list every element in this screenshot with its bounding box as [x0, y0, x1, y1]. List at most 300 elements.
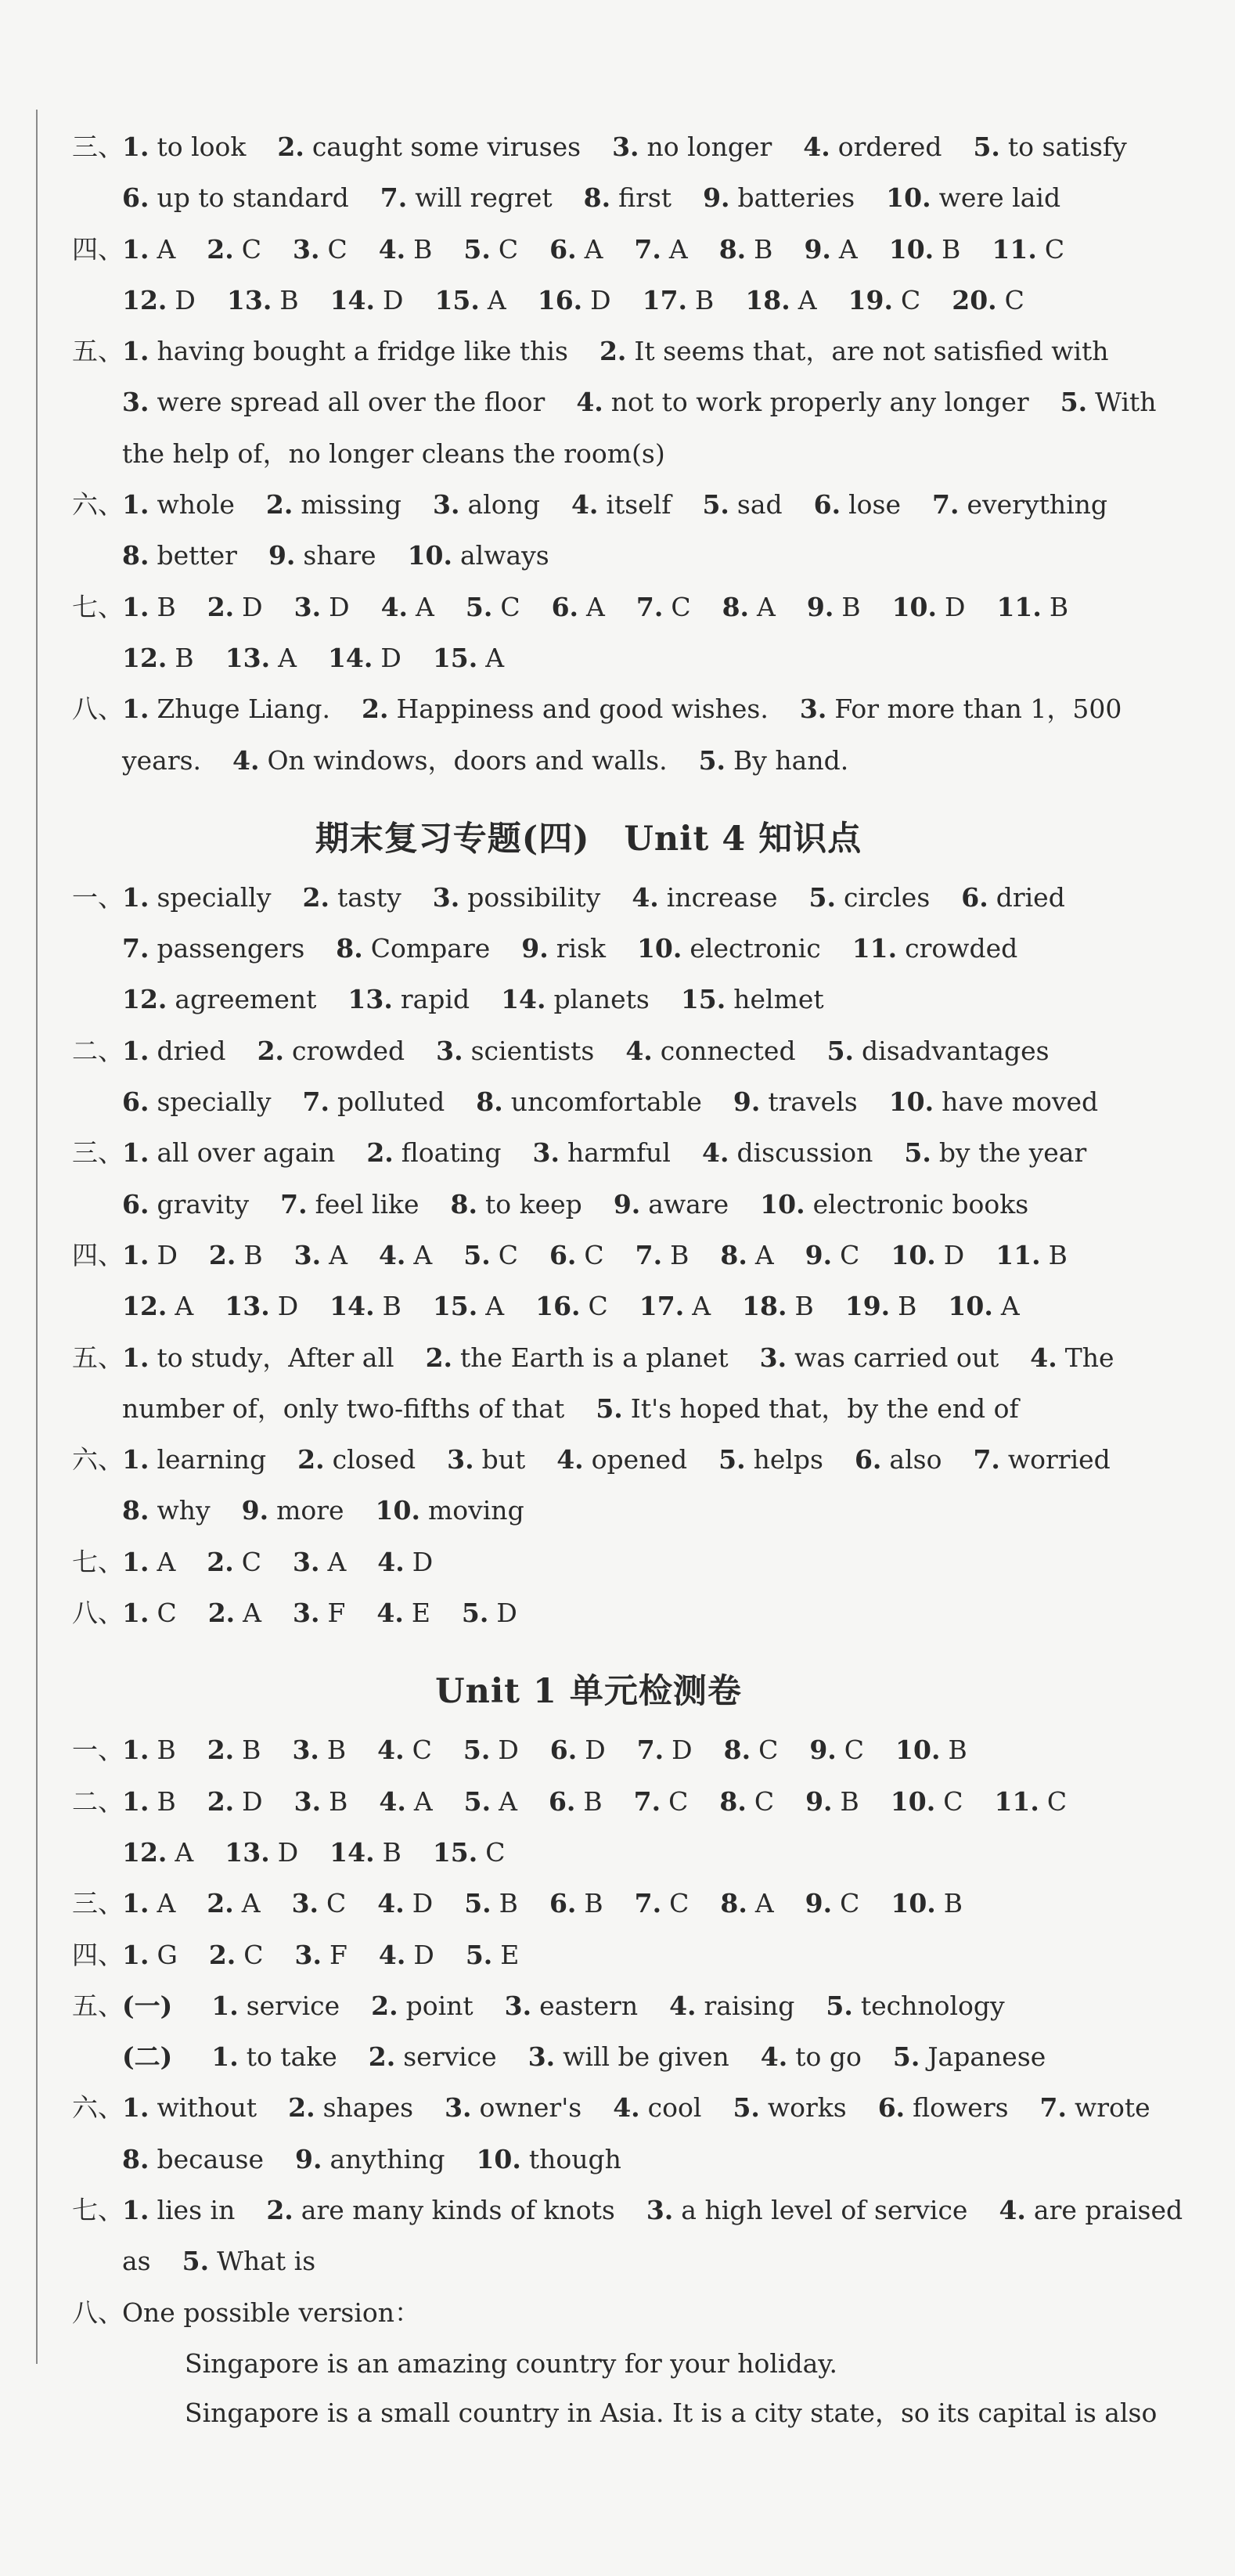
item-number: 14.: [329, 1836, 375, 1868]
item-number: 1.: [122, 2194, 149, 2225]
answer-line: [72, 1291, 1105, 1342]
item-answer: specially: [157, 1086, 272, 1118]
answer-item: [826, 1991, 1004, 2022]
answer-item: [329, 1291, 401, 1322]
answer-item: [122, 1888, 175, 1919]
answer-item: [760, 1342, 999, 1374]
item-number: 9.: [805, 1888, 833, 1919]
item-answer: along: [467, 489, 540, 521]
answer-item: [122, 132, 246, 163]
item-answer: A: [175, 1291, 194, 1322]
item-answer: A: [413, 1239, 433, 1270]
item-answer: having bought a fridge like this: [157, 336, 568, 367]
item-answer: A: [754, 1888, 774, 1919]
answer-item: [122, 1940, 178, 1971]
item-number: 5.: [1060, 387, 1088, 418]
item-answer: C: [241, 1546, 261, 1577]
answer-line: [72, 387, 1157, 438]
answer-item: [761, 2041, 862, 2073]
item-answer: B: [583, 1785, 603, 1817]
item-answer: D: [383, 284, 404, 315]
answer-item: [636, 1240, 690, 1271]
answer-item: [303, 882, 401, 913]
answer-item: [1060, 387, 1157, 418]
item-answer: uncomfortable: [510, 1086, 702, 1118]
answer-item: [122, 182, 349, 214]
answer-line: [72, 1189, 1105, 1240]
item-answer: B: [326, 1735, 347, 1766]
answer-item: [182, 2246, 316, 2277]
item-answer: years.: [122, 744, 202, 776]
item-answer: gravity: [157, 1188, 250, 1220]
item-answer: D: [175, 284, 196, 315]
item-number: 5.: [702, 489, 729, 521]
item-answer: D: [277, 1836, 299, 1868]
item-number: 2.: [297, 1444, 325, 1475]
answer-item: [209, 1240, 263, 1271]
item-number: 19.: [848, 284, 893, 315]
answer-item: [733, 2092, 846, 2124]
item-number: 13.: [226, 284, 272, 315]
item-answer: are many kinds of knots: [301, 2194, 615, 2225]
answer-line: [72, 438, 1105, 489]
item-answer: by the year: [938, 1137, 1087, 1169]
item-number: 5.: [464, 1888, 491, 1919]
item-number: 1.: [122, 336, 149, 367]
item-answer: service: [246, 1990, 340, 2021]
answer-item: [1030, 1342, 1114, 1374]
item-answer: It's hoped that，by the end of: [630, 1392, 1019, 1424]
item-answer: B: [243, 1239, 263, 1270]
item-answer: D: [412, 1546, 434, 1577]
item-answer: C: [412, 1735, 432, 1766]
answer-item: [336, 933, 490, 964]
item-answer: C: [901, 284, 921, 315]
answer-item: [211, 2041, 337, 2073]
answer-item: [433, 1291, 504, 1322]
item-number: 13.: [225, 1291, 270, 1322]
item-answer: C: [485, 1836, 506, 1868]
item-answer: A: [157, 1546, 176, 1577]
item-number: 4.: [576, 387, 603, 418]
item-number: 1.: [122, 1888, 149, 1919]
answer-item: [521, 933, 606, 964]
answer-item: [295, 1940, 347, 1971]
item-answer: wrote: [1075, 2092, 1150, 2124]
answer-item: [845, 1291, 917, 1322]
item-answer: What is: [217, 2246, 316, 2277]
item-answer: F: [327, 1598, 346, 1629]
answer-line: [72, 1786, 1105, 1837]
answer-item: [745, 285, 816, 316]
item-answer: crowded: [905, 933, 1018, 964]
answer-item: [948, 1291, 1019, 1322]
item-number: 15.: [432, 642, 478, 673]
item-number: 13.: [225, 1836, 270, 1868]
answer-item: [719, 1786, 774, 1818]
item-number: 8.: [122, 540, 149, 571]
item-answer: owner's: [479, 2092, 582, 2124]
answer-item: [122, 984, 316, 1015]
item-number: 9.: [805, 1785, 833, 1817]
item-number: 2.: [599, 336, 627, 367]
answer-line: [72, 2194, 1183, 2246]
item-answer: risk: [556, 933, 606, 964]
item-answer: lies in: [157, 2194, 236, 2225]
item-number: 10.: [375, 1495, 420, 1526]
item-number: 4.: [380, 591, 409, 622]
item-answer: Happiness and good wishes.: [396, 694, 769, 725]
item-answer: C: [498, 233, 519, 265]
item-number: 5.: [904, 1137, 931, 1169]
answer-item: [464, 1888, 518, 1919]
item-number: 5.: [463, 1735, 491, 1766]
section-label: 七、: [72, 591, 124, 622]
item-answer: D: [412, 1888, 434, 1919]
item-number: 2.: [207, 1735, 235, 1766]
item-number: 7.: [636, 591, 664, 622]
section-label: 五、: [72, 1990, 124, 2021]
section-label: 一、: [72, 881, 124, 913]
item-answer: D: [498, 1735, 519, 1766]
answer-item: [225, 643, 297, 674]
item-answer: B: [157, 1785, 176, 1817]
answer-item: [805, 1888, 860, 1919]
item-number: 10.: [891, 1239, 936, 1270]
answer-item: [277, 132, 581, 163]
item-number: 1.: [122, 132, 149, 162]
item-number: 12.: [122, 642, 167, 673]
item-number: 1.: [122, 1444, 149, 1475]
item-number: 3.: [504, 1990, 532, 2021]
item-number: 4.: [702, 1137, 729, 1169]
item-answer: With: [1095, 387, 1157, 418]
answer-line: [72, 1888, 1105, 1939]
item-answer: B: [1049, 591, 1069, 622]
item-answer: dried: [157, 1035, 226, 1066]
answer-item: [895, 1735, 967, 1766]
item-number: 12.: [122, 1291, 167, 1322]
item-answer: A: [157, 1888, 176, 1919]
item-answer: D: [672, 1735, 693, 1766]
answer-item: [381, 592, 434, 623]
answer-item: [463, 1735, 519, 1766]
answer-item: [549, 1240, 604, 1271]
item-number: 3.: [646, 2194, 674, 2225]
item-number: 7.: [122, 933, 149, 964]
item-number: 18.: [745, 284, 790, 315]
item-number: 5.: [808, 881, 836, 913]
item-number: 7.: [636, 1735, 664, 1766]
answer-item: [724, 1735, 779, 1766]
item-number: 10.: [636, 933, 682, 964]
item-number: 4.: [669, 1990, 697, 2021]
answer-item: [702, 1137, 873, 1169]
item-number: 9.: [613, 1188, 641, 1220]
item-answer: A: [175, 1836, 194, 1868]
answer-item: [122, 2246, 151, 2277]
answer-item: [855, 1444, 942, 1475]
answer-item: [379, 234, 433, 265]
answer-item: [992, 234, 1064, 265]
answer-item: [232, 745, 668, 776]
answer-item: [295, 2144, 445, 2175]
answer-item: [466, 592, 520, 623]
answer-item: [891, 1786, 963, 1818]
item-answer: C: [754, 1785, 775, 1817]
item-number: (二): [122, 2041, 173, 2073]
item-answer: not to work properly any longer: [610, 387, 1029, 418]
item-number: 4.: [378, 1939, 406, 1970]
answer-item: [973, 132, 1126, 163]
answer-item: [434, 285, 506, 316]
answer-line: [72, 694, 1122, 744]
answer-line: [72, 182, 1105, 233]
item-answer: A: [1000, 1291, 1020, 1322]
answer-item: [852, 933, 1018, 964]
answer-item: [803, 132, 942, 163]
item-answer: C: [669, 1888, 690, 1919]
item-number: 8.: [122, 2143, 149, 2174]
answer-item: [637, 933, 821, 964]
item-answer: E: [411, 1598, 430, 1629]
answer-item: [999, 2195, 1183, 2226]
item-number: 12.: [122, 1836, 167, 1868]
answer-item: [952, 285, 1024, 316]
answer-line: [72, 2246, 1105, 2297]
item-number: 8.: [722, 591, 750, 622]
answer-item: [122, 336, 568, 367]
item-number: 1.: [122, 1137, 149, 1169]
item-answer: C: [157, 1598, 177, 1629]
answer-item: [634, 1786, 689, 1818]
item-answer: B: [175, 642, 194, 673]
item-number: 5.: [461, 1598, 489, 1629]
item-answer: D: [380, 642, 401, 673]
item-number: 3.: [799, 694, 827, 725]
item-number: 2.: [207, 591, 235, 622]
section-label: 七、: [72, 2194, 124, 2225]
item-answer: D: [242, 1785, 263, 1817]
answer-line: [72, 1495, 1105, 1546]
item-number: 15.: [432, 1836, 478, 1868]
item-number: 1.: [211, 1990, 239, 2021]
item-number: 3.: [445, 2092, 472, 2124]
item-answer: B: [279, 284, 299, 315]
item-answer: B: [382, 1836, 401, 1868]
item-answer: C: [243, 1939, 264, 1970]
item-number: 6.: [549, 233, 577, 265]
item-number: 10.: [891, 1888, 936, 1919]
answer-item: [227, 285, 299, 316]
item-answer: E: [500, 1939, 520, 1970]
item-number: 1.: [122, 1939, 149, 1970]
answer-item: [804, 234, 857, 265]
item-number: 2.: [207, 1598, 236, 1629]
answer-item: [362, 694, 769, 725]
answer-item: [742, 1291, 814, 1322]
item-answer: to look: [157, 132, 247, 162]
item-number: 8.: [336, 933, 363, 964]
item-number: 3.: [447, 1444, 474, 1475]
item-number: 2.: [207, 1546, 234, 1577]
item-answer: but: [481, 1444, 526, 1475]
answer-item: [891, 1888, 963, 1919]
item-number: 7.: [635, 1239, 663, 1270]
item-number: 1.: [122, 489, 149, 521]
answer-item: [893, 2041, 1046, 2073]
answer-item: [635, 1888, 690, 1919]
answer-item: [433, 882, 601, 913]
answer-item: [436, 1036, 594, 1067]
item-answer: C: [500, 591, 520, 622]
answer-item: [122, 933, 304, 964]
item-answer: as: [122, 2246, 151, 2277]
item-answer: C: [241, 233, 261, 265]
answer-item: [549, 1888, 603, 1919]
answer-item: [646, 2195, 968, 2226]
item-answer: caught some viruses: [311, 132, 581, 162]
item-number: 3.: [432, 881, 460, 913]
item-number: 4.: [760, 2041, 788, 2073]
answer-item: [550, 1735, 606, 1766]
answer-item: [380, 182, 553, 214]
item-number: 4.: [378, 1239, 406, 1270]
answer-line: [72, 1991, 1105, 2041]
item-answer: number of，only two-fifths of that: [122, 1392, 565, 1424]
item-number: 3.: [293, 1785, 322, 1817]
item-number: 4.: [232, 744, 260, 776]
item-answer: D: [157, 1239, 178, 1270]
answer-item: [476, 2144, 621, 2175]
item-number: 1.: [122, 591, 149, 622]
item-answer: B: [157, 1735, 176, 1766]
item-number: 4.: [377, 1735, 405, 1766]
answer-item: [501, 984, 650, 1015]
item-number: 17.: [642, 284, 688, 315]
answer-line: [72, 2297, 1105, 2348]
item-answer: electronic books: [812, 1188, 1029, 1220]
section-title: Unit 1 单元检测卷: [435, 1672, 742, 1712]
item-number: 3.: [612, 132, 639, 162]
item-answer: no longer: [646, 132, 772, 162]
item-answer: B: [382, 1291, 401, 1322]
item-answer: are praised: [1033, 2194, 1183, 2225]
answer-item: [122, 1837, 193, 1868]
item-answer: always: [459, 540, 549, 571]
item-number: 12.: [122, 284, 167, 315]
answer-item: [994, 1786, 1067, 1818]
item-answer: C: [844, 1735, 865, 1766]
answer-item: [576, 387, 1028, 418]
answer-item: [330, 285, 404, 316]
answer-line: [72, 1444, 1111, 1495]
item-answer: connected: [660, 1035, 796, 1066]
answer-item: [207, 1888, 260, 1919]
item-number: 2.: [368, 2041, 396, 2073]
item-answer: A: [485, 1291, 505, 1322]
item-answer: C: [840, 1239, 860, 1270]
item-number: 10.: [888, 1086, 934, 1118]
answer-line: [72, 1137, 1105, 1188]
item-answer: B: [695, 284, 715, 315]
answer-line: [72, 592, 1105, 643]
answer-line: [72, 1940, 1105, 1991]
item-answer: C: [758, 1735, 779, 1766]
item-number: 6.: [548, 1785, 576, 1817]
item-number: 5.: [718, 1444, 746, 1475]
item-number: 10.: [476, 2143, 521, 2174]
answer-item: [538, 285, 611, 316]
answer-item: [451, 1189, 582, 1220]
item-answer: A: [327, 1546, 347, 1577]
answer-line: [72, 1598, 1105, 1648]
item-answer: B: [329, 1785, 348, 1817]
item-number: 5.: [465, 1939, 493, 1970]
item-answer: A: [241, 1888, 261, 1919]
answer-item: [122, 387, 545, 418]
item-number: 17.: [639, 1291, 685, 1322]
item-answer: better: [157, 540, 237, 571]
item-number: 3.: [293, 1239, 322, 1270]
answer-item: [932, 489, 1107, 521]
item-number: 3.: [527, 2041, 556, 2073]
answer-line: [72, 132, 1127, 182]
item-answer: B: [157, 591, 176, 622]
answer-item: [719, 234, 773, 265]
item-number: 2.: [207, 1785, 235, 1817]
answer-item: [207, 234, 261, 265]
item-answer: agreement: [175, 984, 317, 1015]
item-number: 11.: [996, 1239, 1041, 1270]
answer-line: [72, 2092, 1150, 2143]
answer-item: [614, 1189, 729, 1220]
item-number: 1.: [122, 1785, 149, 1817]
item-answer: C: [1046, 1785, 1068, 1817]
item-answer: A: [485, 642, 505, 673]
item-number: 2.: [362, 694, 389, 725]
item-answer: B: [942, 233, 961, 265]
item-answer: A: [157, 233, 176, 265]
item-number: 2.: [266, 2194, 293, 2225]
answer-item: [122, 1444, 266, 1475]
answer-item: [266, 489, 401, 521]
item-answer: Zhuge Liang.: [157, 694, 331, 725]
item-number: 7.: [280, 1188, 308, 1220]
answer-item: [208, 1598, 261, 1629]
answer-item: [809, 882, 931, 913]
answer-item: [266, 2195, 615, 2226]
answer-item: [207, 1547, 261, 1578]
answer-item: [294, 1240, 347, 1271]
answer-item: [552, 592, 605, 623]
answer-item: [681, 984, 824, 1015]
answer-item: [225, 1291, 298, 1322]
section-label: 六、: [72, 489, 124, 521]
answer-item: [722, 592, 776, 623]
answer-item: [257, 1036, 405, 1067]
section-label: 五、: [72, 336, 124, 367]
item-answer: A: [329, 1239, 347, 1270]
item-answer: shapes: [322, 2092, 414, 2124]
answer-item: [718, 1444, 823, 1475]
answer-item: [556, 1444, 687, 1475]
item-answer: specially: [157, 881, 272, 913]
item-number: 2.: [371, 1990, 398, 2021]
answer-item: [376, 1598, 430, 1629]
answer-item: [122, 1342, 394, 1374]
answer-item: [886, 182, 1060, 214]
